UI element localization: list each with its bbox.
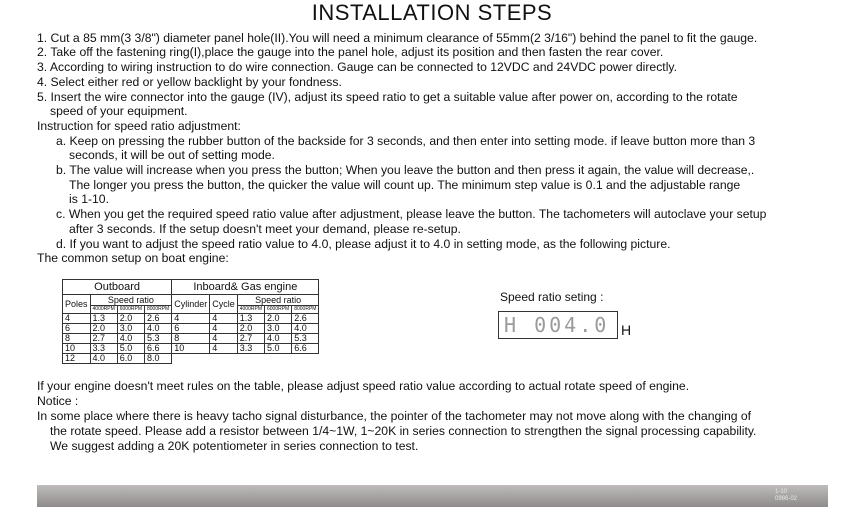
substep-c: c. When you get the required speed ratio value after adjustment, please leave the button. The tachometers will autoclave your setup <box>56 207 767 221</box>
table-cell: 6 <box>172 324 210 334</box>
table-cell: 4 <box>210 314 238 324</box>
table-cell: 3.0 <box>264 324 291 334</box>
table-cell: 4.0 <box>144 324 171 334</box>
notice-line-2: the rotate speed. Please add a resistor between 1/4~1W, 1~20K in series connection to strengthen the signal processing capability. <box>50 424 757 438</box>
table-cell: 6.0 <box>117 354 144 364</box>
page-title: INSTALLATION STEPS <box>311 0 553 25</box>
table-cell-empty <box>292 354 319 364</box>
step-5-cont: speed of your equipment. <box>50 104 188 118</box>
table-cell: 1.3 <box>90 314 117 324</box>
lcd-value: H 004.0 <box>504 313 610 337</box>
step-1: 1. Cut a 85 mm(3 3/8") diameter panel hole(II).You will need a minimum clearance of 55mm(2 3/16") behind the panel to fit the gauge. <box>37 31 758 45</box>
substep-a: a. Keep on pressing the rubber button of the backside for 3 seconds, and then enter into setting mode. if leave button more than 3 <box>56 134 756 148</box>
table-cell: 4 <box>63 314 91 324</box>
table-cell: 6 <box>63 324 91 334</box>
table-cell: 3.0 <box>117 324 144 334</box>
table-cell: 3.3 <box>237 344 264 354</box>
table-row <box>63 354 319 364</box>
substep-c-cont: after 3 seconds. If the setup doesn't meet your demand, please re-setup. <box>69 222 461 236</box>
inboard-speed-ratio-header: Speed ratio <box>237 295 319 306</box>
page-code: 1-10 <box>775 489 788 495</box>
speed-ratio-setting-label: Speed ratio seting : <box>500 290 604 304</box>
table-row <box>63 314 319 324</box>
notice-heading: Notice : <box>37 394 79 408</box>
instruction-heading: Instruction for speed ratio adjustment: <box>37 119 241 133</box>
table-cell: 4 <box>172 314 210 324</box>
table-cell: 2.0 <box>90 324 117 334</box>
substep-d: d. If you want to adjust the speed ratio value to 4.0, please adjust it to 4.0 in setting mode, as the following picture. <box>56 237 671 251</box>
doc-number: 0986-02 <box>775 496 798 502</box>
table-cell: 2.7 <box>237 334 264 344</box>
outboard-header: Outboard <box>63 280 172 295</box>
step-3: 3. According to wiring instruction to do wire connection. Gauge can be connected to 12VDC and 24VDC power directly. <box>37 60 677 74</box>
rpm-header: 4000RPM <box>90 306 117 314</box>
table-cell: 2.0 <box>117 314 144 324</box>
common-setup-label: The common setup on boat engine: <box>37 251 229 265</box>
table-cell: 4.0 <box>90 354 117 364</box>
table-cell: 4 <box>210 334 238 344</box>
document-code <box>775 489 797 503</box>
table-row <box>63 344 319 354</box>
table-cell: 6.6 <box>144 344 171 354</box>
table-cell: 5.3 <box>292 334 319 344</box>
footer-bar <box>37 485 828 507</box>
step-2: 2. Take off the fastening ring(I),place the gauge into the panel hole, adjust its position and then fasten the rear cover. <box>37 45 664 59</box>
speed-ratio-table <box>62 279 319 364</box>
table-cell: 12 <box>63 354 91 364</box>
table-cell-empty <box>237 354 264 364</box>
table-cell: 4.0 <box>292 324 319 334</box>
table-cell: 4.0 <box>117 334 144 344</box>
table-cell: 10 <box>63 344 91 354</box>
substep-b-cont2: is 1-10. <box>69 192 109 206</box>
substep-a-cont: seconds, it will be out of setting mode. <box>69 148 275 162</box>
lcd-display <box>498 311 618 339</box>
rpm-header: 8000RPM <box>292 306 319 314</box>
table-cell: 2.6 <box>144 314 171 324</box>
table-cell: 1.3 <box>237 314 264 324</box>
table-cell-empty <box>264 354 291 364</box>
table-cell: 5.3 <box>144 334 171 344</box>
inboard-header: Inboard& Gas engine <box>172 280 319 295</box>
rpm-header: 4000RPM <box>237 306 264 314</box>
rpm-header: 6000RPM <box>117 306 144 314</box>
table-cell: 5.0 <box>117 344 144 354</box>
table-cell-empty <box>210 354 238 364</box>
poles-header: Poles <box>63 295 91 314</box>
table-cell: 4 <box>210 344 238 354</box>
table-cell: 8 <box>172 334 210 344</box>
table-cell: 2.0 <box>264 314 291 324</box>
table-cell: 4 <box>210 324 238 334</box>
table-row <box>63 324 319 334</box>
outboard-speed-ratio-header: Speed ratio <box>90 295 172 306</box>
table-cell: 5.0 <box>264 344 291 354</box>
table-cell: 3.3 <box>90 344 117 354</box>
table-cell-empty <box>172 354 210 364</box>
table-cell: 10 <box>172 344 210 354</box>
rpm-header: 6000RPM <box>264 306 291 314</box>
lcd-unit: H <box>621 322 632 338</box>
cycle-header: Cycle <box>210 295 238 314</box>
notice-line-1: In some place where there is heavy tacho signal disturbance, the pointer of the tachometer may not move along with the changing of <box>37 409 752 423</box>
table-cell: 8.0 <box>144 354 171 364</box>
step-5: 5. Insert the wire connector into the gauge (IV), adjust its speed ratio to get a suitable value after power on, according to the rotate <box>37 90 738 104</box>
rpm-header: 8000RPM <box>144 306 171 314</box>
table-cell: 2.6 <box>292 314 319 324</box>
step-4: 4. Select either red or yellow backlight by your fondness. <box>37 75 342 89</box>
substep-b-cont: The longer you press the button, the quicker the value will count up. The minimum step value is 0.1 and the adjustable range <box>69 178 741 192</box>
substep-b: b. The value will increase when you press the button; When you leave the button and then press it again, the value will decrease,. <box>56 163 755 177</box>
table-cell: 6.6 <box>292 344 319 354</box>
footer-note: If your engine doesn't meet rules on the table, please adjust speed ratio value according to actual rotate speed of engine. <box>37 379 690 393</box>
table-cell: 8 <box>63 334 91 344</box>
notice-line-3: We suggest adding a 20K potentiometer in series connection to test. <box>50 439 419 453</box>
cylinder-header: Cylinder <box>172 295 210 314</box>
table-cell: 2.7 <box>90 334 117 344</box>
table-cell: 4.0 <box>264 334 291 344</box>
table-row <box>63 334 319 344</box>
table-cell: 2.0 <box>237 324 264 334</box>
